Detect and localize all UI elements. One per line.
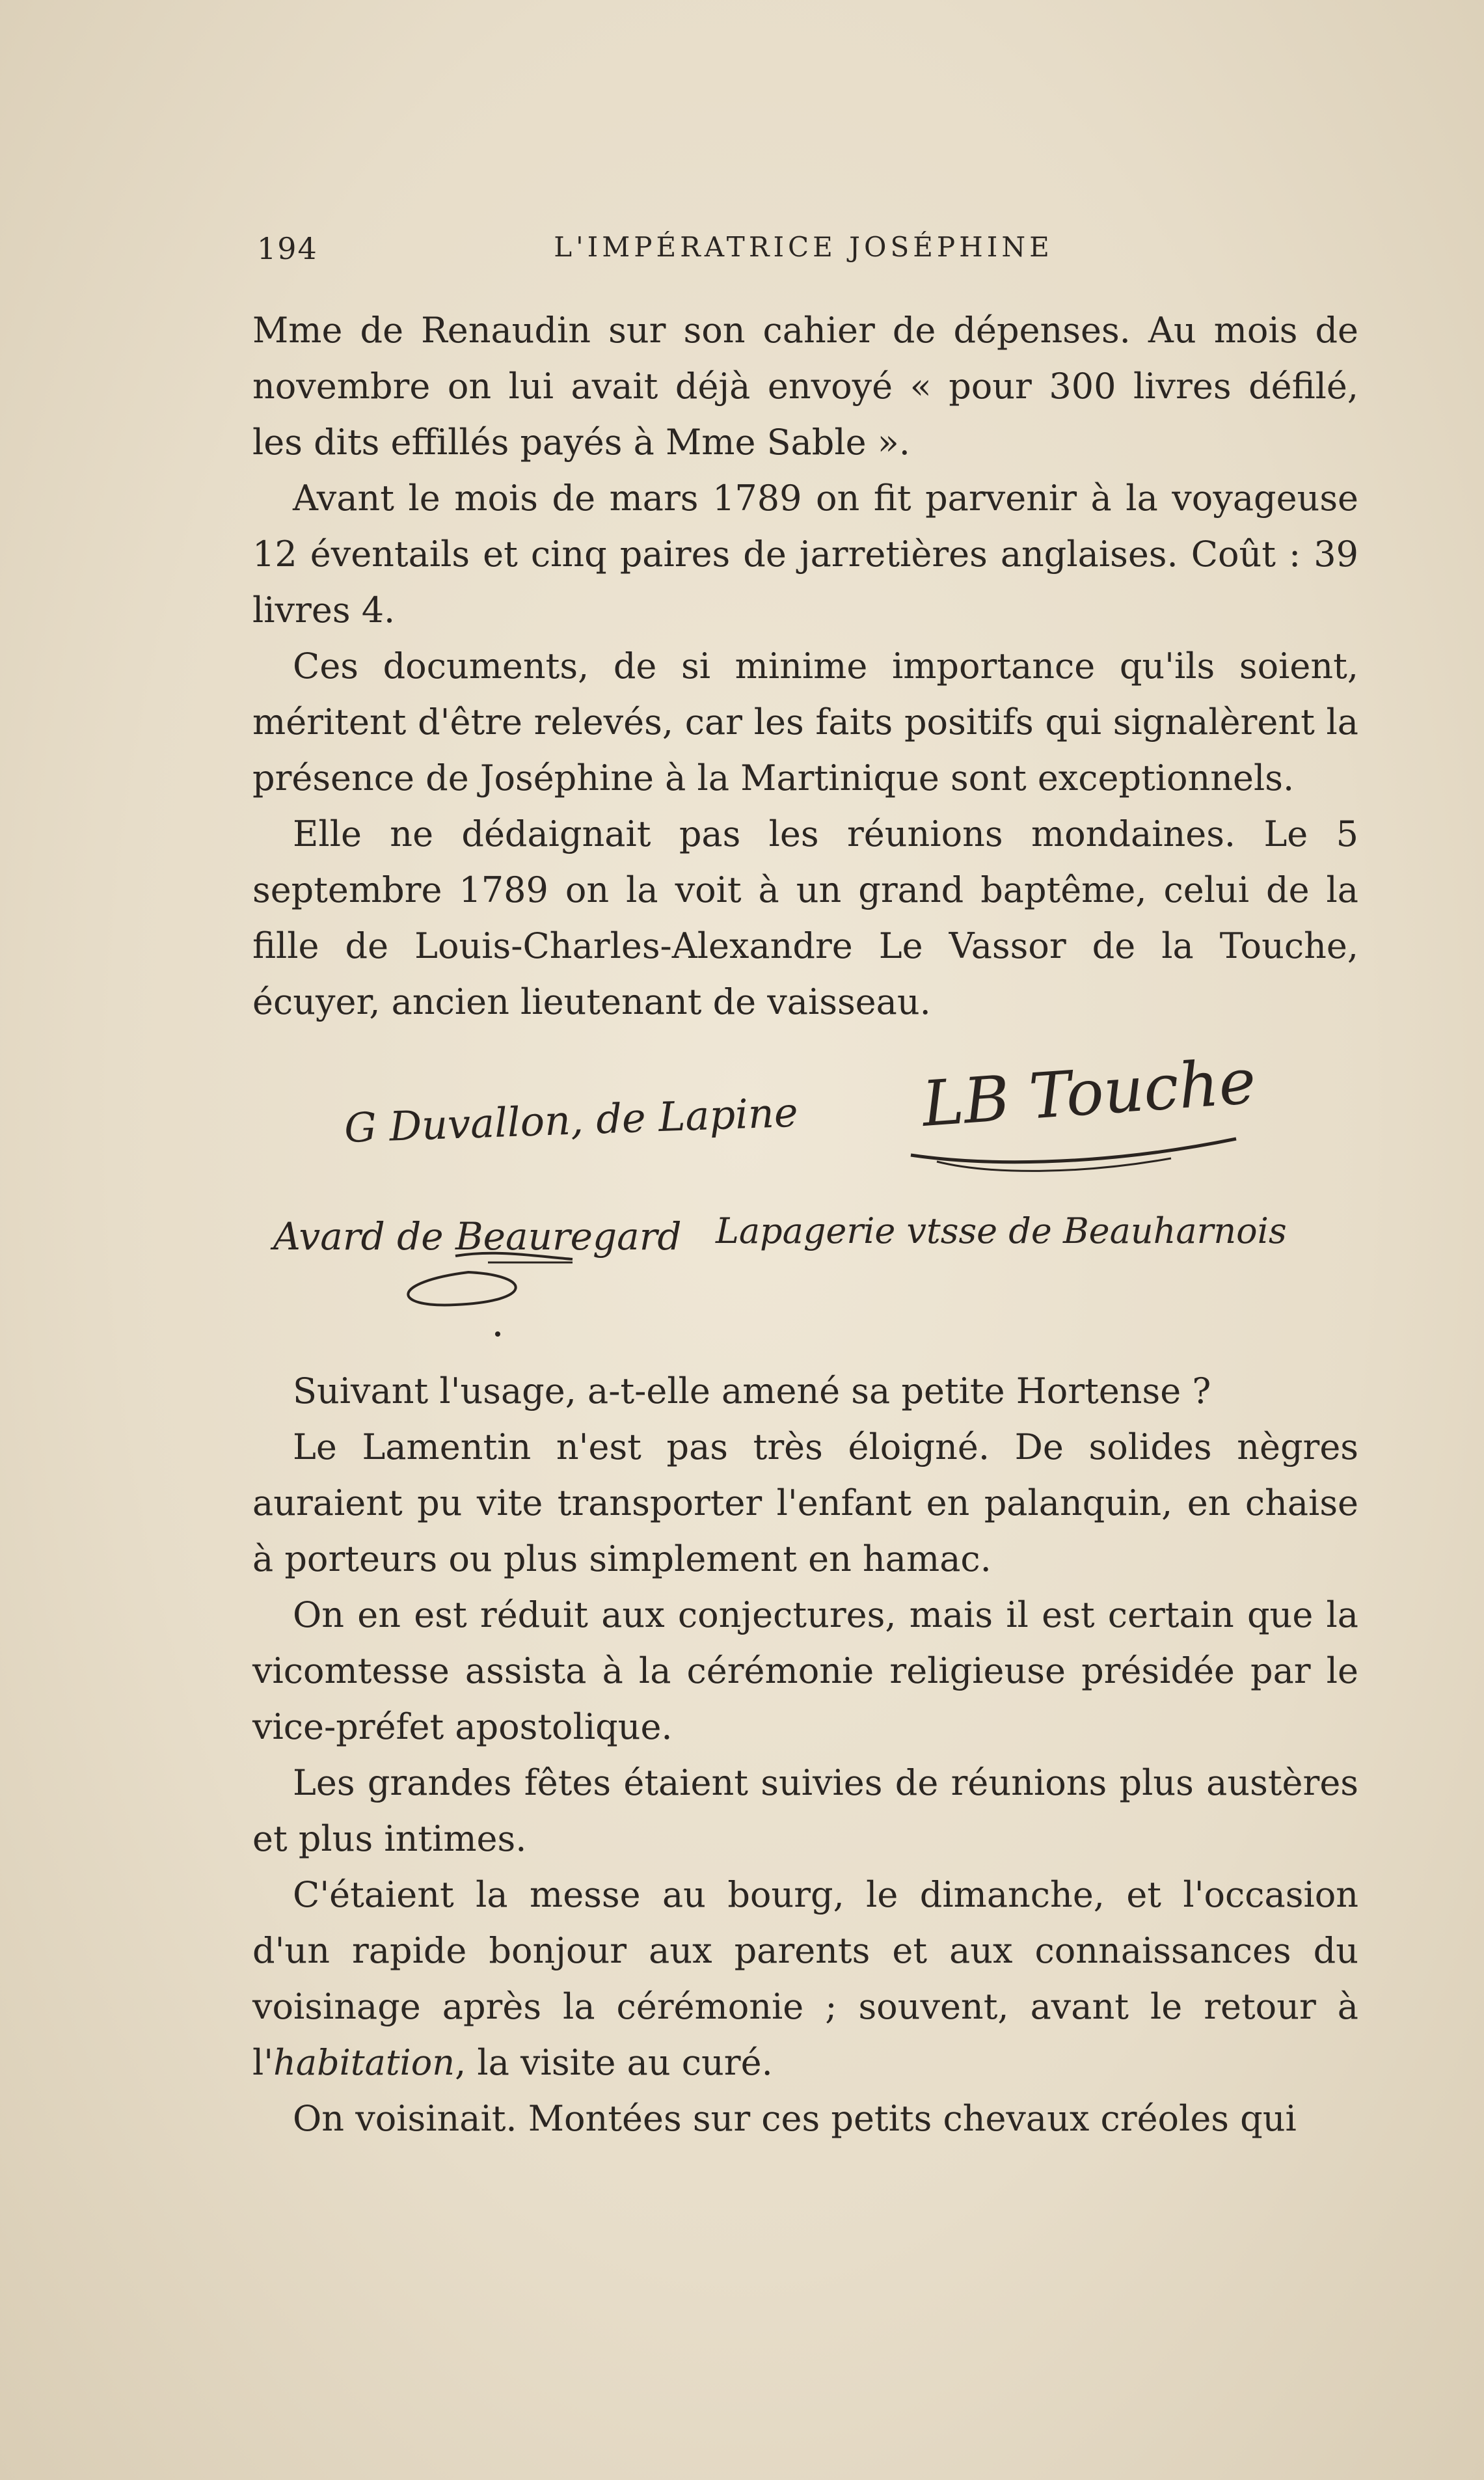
paragraph: Ces documents, de si minime importance qu'ils soient, méritent d'être relevés, car les faits positifs qui signalèrent la présence de Joséphine à la Martinique sont exceptionnels. — [252, 646, 1358, 798]
ink-dot — [495, 1331, 500, 1337]
signature-touche: LB Touche — [919, 1044, 1258, 1141]
text-block-bottom — [252, 1363, 1358, 2147]
paragraph: Elle ne dédaignait pas les réunions mondaines. Le 5 septembre 1789 on la voit à un grand baptême, celui de la fille de Louis-Charles-Alexandre Le Vassor de la Touche, écuyer, ancien lieutenant de vaisseau. — [252, 813, 1358, 1022]
paragraph — [252, 1867, 1358, 2091]
italic-word: habitation — [273, 2042, 455, 2083]
paragraph: On voisinait. Montées sur ces petits chevaux créoles qui — [293, 2098, 1297, 2139]
signature-duvallon: G Duvallon, de Lapine — [343, 1088, 799, 1152]
paragraph: Les grandes fêtes étaient suivies de réunions plus austères et plus intimes. — [252, 1762, 1358, 1859]
signature-beauharnais: Lapagerie vtsse de Beauharnois — [716, 1210, 1287, 1251]
signatures-facsimile — [260, 1035, 1379, 1341]
paragraph: On en est réduit aux conjectures, mais il est certain que la vicomtesse assista à la cérémonie religieuse présidée par le vice-préfet apostolique. — [252, 1594, 1358, 1747]
flourish-loop — [408, 1272, 515, 1305]
paragraph-text: C'étaient la messe au bourg, le dimanche, et l'occasion d'un rapide bonjour aux parents et aux connaissances du voisinage après la cérémonie ; souvent, avant le retour à l' — [252, 1874, 1358, 2083]
signature-beauregard: Avard de Beauregard — [273, 1214, 682, 1259]
page-number: 194 — [257, 231, 318, 266]
paragraph: Avant le mois de mars 1789 on fit parvenir à la voyageuse 12 éventails et cinq paires de jarretières anglaises. Coût : 39 livres 4. — [252, 478, 1358, 631]
flourish-line — [911, 1139, 1236, 1162]
paragraph: Mme de Renaudin sur son cahier de dépenses. Au mois de novembre on lui avait déjà envoyé « pour 300 livres défilé, les dits effillés payés à Mme Sable ». — [252, 310, 1358, 463]
paragraph: Suivant l'usage, a-t-elle amené sa petite Hortense ? — [293, 1370, 1211, 1411]
signatures-image — [260, 1035, 1379, 1341]
paragraph-text: , la visite au curé. — [455, 2042, 773, 2083]
paragraph: Le Lamentin n'est pas très éloigné. De solides nègres auraient pu vite transporter l'enfant en palanquin, en chaise à porteurs ou plus simplement en hamac. — [252, 1426, 1358, 1579]
text-block-top — [252, 303, 1358, 1030]
running-header — [257, 231, 1363, 270]
running-title: L'IMPÉRATRICE JOSÉPHINE — [554, 231, 1053, 263]
